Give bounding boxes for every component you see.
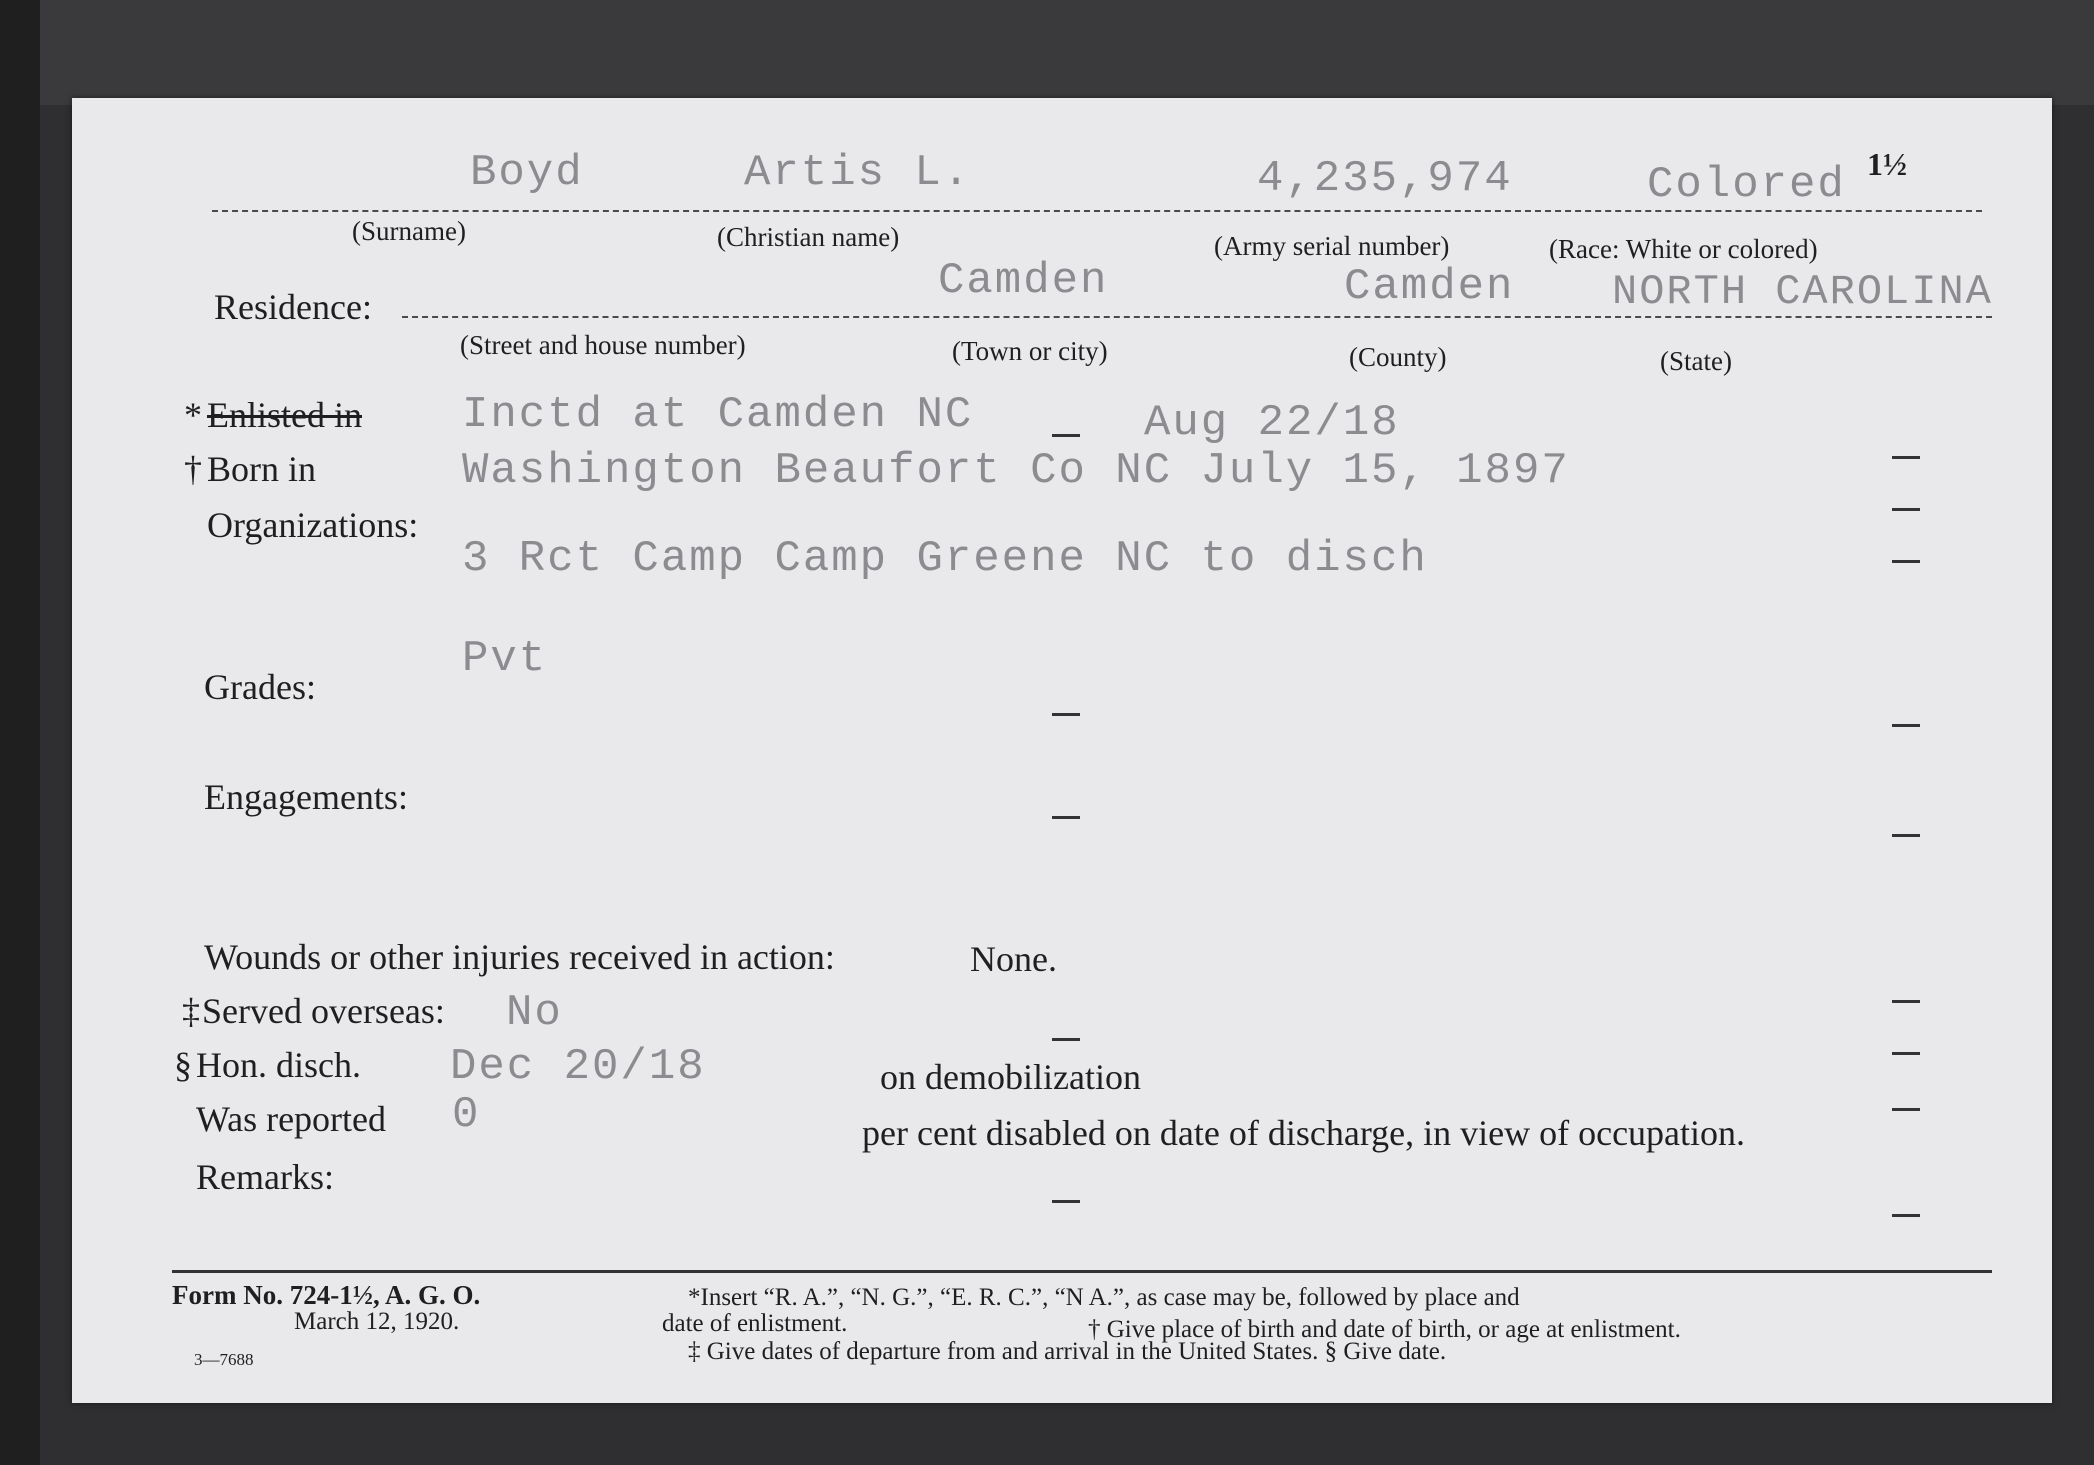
state-caption: (State)	[1660, 346, 1732, 376]
overseas-dash	[1052, 1038, 1080, 1041]
reported-label: Was reported	[196, 1099, 387, 1139]
footnote-line-1: *Insert “R. A.”, “N. G.”, “E. R. C.”, “N A.”, as case may be, followed by place and	[688, 1284, 1520, 1311]
margin-tick	[1892, 1214, 1920, 1217]
residence-line	[402, 316, 1992, 318]
remarks-label: Remarks:	[196, 1157, 334, 1197]
organizations-value: 3 Rct Camp Camp Greene NC to disch	[462, 534, 1428, 584]
engagements-dash	[1052, 816, 1080, 819]
enlisted-date: Aug 22/18	[1144, 398, 1400, 448]
margin-tick	[1892, 508, 1920, 511]
footnote-line-2a: date of enlistment.	[662, 1310, 848, 1337]
discharge-label: Hon. disch.	[196, 1045, 361, 1085]
footnote-line-3: ‡ Give dates of departure from and arrival in the United States. § Give date.	[688, 1338, 1447, 1365]
town-caption: (Town or city)	[952, 336, 1108, 366]
enlisted-value: Inctd at Camden NC	[462, 390, 974, 440]
print-code: 3—7688	[194, 1350, 254, 1369]
remarks-dash	[1052, 1200, 1080, 1203]
grades-value: Pvt	[462, 634, 548, 684]
residence-state-value: NORTH CAROLINA	[1612, 268, 1993, 316]
margin-tick	[1892, 1052, 1920, 1055]
form-date: March 12, 1920.	[294, 1308, 460, 1335]
surname-caption: (Surname)	[352, 216, 466, 246]
margin-tick	[1892, 456, 1920, 459]
overseas-marker: ‡	[182, 991, 200, 1031]
discharge-date: Dec 20/18	[450, 1042, 706, 1092]
form-number: Form No. 724-1½, A. G. O.	[172, 1280, 481, 1310]
organizations-label: Organizations:	[207, 505, 419, 545]
enlisted-label: Enlisted in	[207, 395, 362, 435]
discharge-note: on demobilization	[880, 1057, 1141, 1097]
grades-label: Grades:	[204, 667, 316, 707]
enlisted-dash	[1052, 434, 1080, 437]
born-marker: †	[184, 449, 202, 489]
enlisted-marker: *	[184, 395, 202, 435]
overseas-label: Served overseas:	[202, 991, 445, 1031]
residence-county-value: Camden	[1344, 262, 1515, 312]
county-caption: (County)	[1349, 342, 1447, 372]
wounds-label: Wounds or other injuries received in action:	[204, 937, 835, 977]
residence-label: Residence:	[214, 287, 372, 327]
residence-town-value: Camden	[938, 256, 1109, 306]
engagements-label: Engagements:	[204, 777, 408, 817]
race-caption: (Race: White or colored)	[1549, 234, 1818, 264]
born-value: Washington Beaufort Co NC July 15, 1897	[462, 446, 1570, 496]
serial-caption: (Army serial number)	[1214, 231, 1450, 261]
race-value: Colored	[1647, 160, 1846, 210]
background-left-edge	[0, 0, 40, 1465]
footer-rule	[172, 1270, 1992, 1273]
christian-name-value: Artis L.	[744, 148, 972, 198]
surname-value: Boyd	[470, 148, 584, 198]
reported-note: per cent disabled on date of discharge, in view of occupation.	[862, 1113, 1746, 1153]
card-fraction: 1½	[1867, 146, 1907, 182]
overseas-value: No	[506, 988, 563, 1038]
margin-tick	[1892, 560, 1920, 563]
service-record-card	[72, 98, 2052, 1403]
footnote-line-2b: † Give place of birth and date of birth, or age at enlistment.	[1088, 1316, 1681, 1343]
wounds-value: None.	[970, 939, 1057, 979]
grades-dash	[1052, 713, 1080, 716]
margin-tick	[1892, 1108, 1920, 1111]
christian-name-caption: (Christian name)	[717, 222, 900, 252]
born-label: Born in	[207, 449, 317, 489]
background-top	[0, 0, 2094, 105]
margin-tick	[1892, 1000, 1920, 1003]
discharge-marker: §	[174, 1045, 192, 1085]
margin-tick	[1892, 724, 1920, 727]
margin-tick	[1892, 834, 1920, 837]
name-line	[212, 210, 1982, 212]
reported-value: 0	[452, 1090, 481, 1140]
street-caption: (Street and house number)	[460, 330, 746, 360]
serial-number-value: 4,235,974	[1257, 154, 1513, 204]
